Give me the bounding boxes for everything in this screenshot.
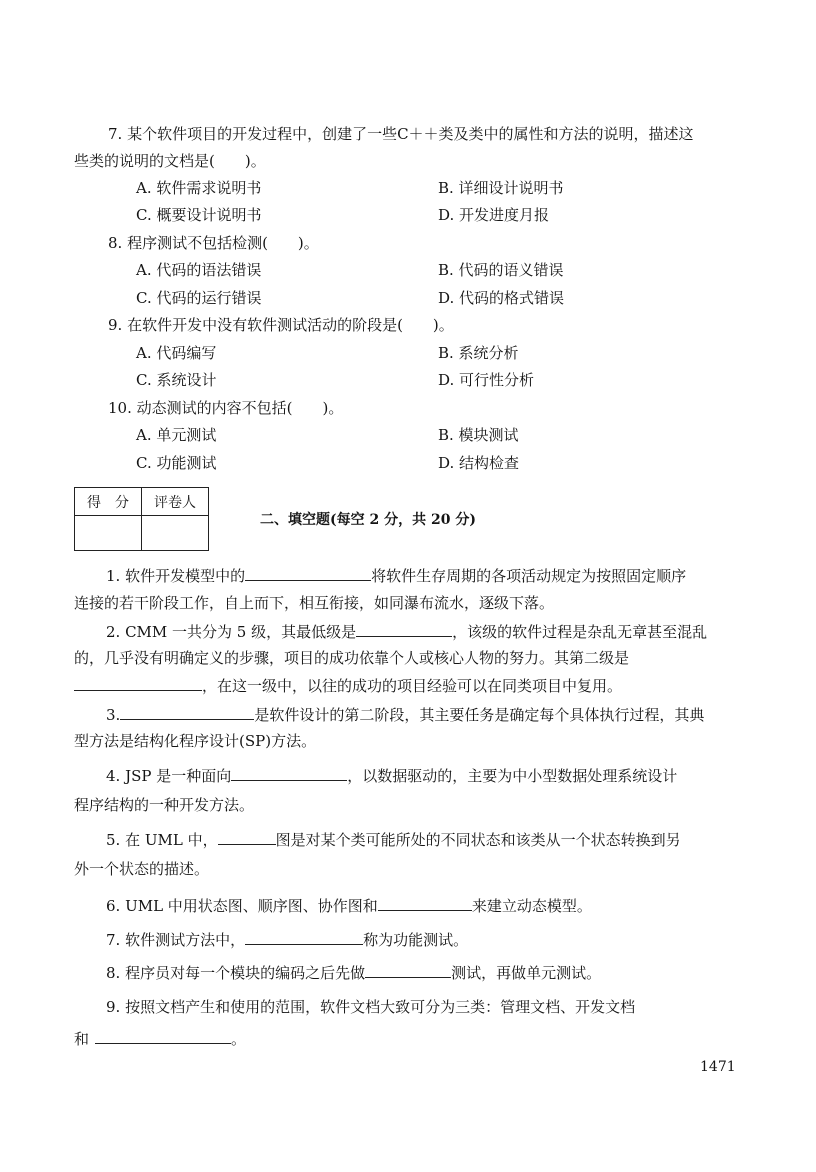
- fill-q8-text-b: 测试，再做单元测试。: [451, 964, 602, 982]
- q10-stem: 10. 动态测试的内容不包括( )。: [108, 399, 344, 417]
- q8-option-b: B. 代码的语义错误: [438, 261, 564, 279]
- fill-q7-blank[interactable]: [245, 929, 363, 945]
- q8-option-c: C. 代码的运行错误: [136, 289, 262, 307]
- fill-q4-text-b: ，以数据驱动的，主要为中小型数据处理系统设计: [347, 767, 678, 785]
- page-number: 1471: [700, 1059, 736, 1075]
- fill-q6-blank[interactable]: [378, 895, 472, 911]
- fill-q8-text-a: 8. 程序员对每一个模块的编码之后先做: [106, 964, 366, 982]
- q8-stem: 8. 程序测试不包括检测( )。: [108, 234, 319, 252]
- q7-option-b: B. 详细设计说明书: [438, 179, 564, 197]
- fill-q9-line2: [74, 1028, 246, 1049]
- q7-stem-line1: 7. 某个软件项目的开发过程中，创建了一些C＋＋类及类中的属性和方法的说明，描述这: [108, 125, 694, 143]
- fill-q7-text-b: 称为功能测试。: [363, 931, 469, 949]
- score-table: [74, 487, 209, 551]
- q10-option-b: B. 模块测试: [438, 426, 519, 444]
- q7-option-a: A. 软件需求说明书: [136, 179, 262, 197]
- grader-cell[interactable]: [142, 516, 209, 551]
- fill-q4-blank[interactable]: [231, 765, 347, 781]
- q9-option-b: B. 系统分析: [438, 344, 519, 362]
- fill-q1-text-b: 将软件生存周期的各项活动规定为按照固定顺序: [371, 567, 687, 585]
- q8-option-d: D. 代码的格式错误: [438, 289, 565, 307]
- fill-q9-blank[interactable]: [95, 1028, 231, 1044]
- q9-option-a: A. 代码编写: [136, 344, 217, 362]
- fill-q5-text-b: 图是对某个类可能所处的不同状态和该类从一个状态转换到另: [275, 831, 681, 849]
- fill-q6-text-b: 来建立动态模型。: [471, 897, 592, 915]
- fill-q5-text-a: 5. 在 UML 中，: [106, 831, 218, 849]
- fill-q2-line3: [74, 675, 622, 696]
- fill-q2-text-b: ，该级的软件过程是杂乱无章甚至混乱: [452, 623, 708, 641]
- q7-option-d: D. 开发进度月报: [438, 206, 550, 224]
- fill-q2-blank-1[interactable]: [356, 621, 452, 637]
- fill-q9-text-b: 和: [74, 1030, 90, 1048]
- fill-q2-text-d: ，在这一级中，以往的成功的项目经验可以在同类项目中复用。: [202, 677, 623, 695]
- fill-q6-line: [106, 895, 592, 916]
- fill-q6-text-a: 6. UML 中用状态图、顺序图、协作图和: [106, 897, 378, 915]
- score-cell[interactable]: [75, 516, 142, 551]
- fill-q5-blank[interactable]: [218, 829, 276, 845]
- fill-q4-text-a: 4. JSP 是一种面向: [106, 767, 232, 785]
- section2-title: 二、填空题(每空 2 分，共 20 分): [260, 512, 476, 528]
- fill-q1-line2: 连接的若干阶段工作，自上而下，相互衔接，如同瀑布流水，逐级下落。: [74, 594, 555, 612]
- q9-stem: 9. 在软件开发中没有软件测试活动的阶段是( )。: [108, 316, 454, 334]
- q10-option-d: D. 结构检查: [438, 454, 520, 472]
- fill-q8-blank[interactable]: [365, 962, 451, 978]
- score-label: 得 分: [75, 488, 142, 516]
- fill-q4-line2: 程序结构的一种开发方法。: [74, 796, 255, 814]
- fill-q9-text-c: 。: [231, 1030, 247, 1048]
- fill-q3-text-b: 是软件设计的第二阶段，其主要任务是确定每个具体执行过程，其典: [254, 706, 705, 724]
- q10-option-c: C. 功能测试: [136, 454, 217, 472]
- fill-q2-line2: 的，几乎没有明确定义的步骤，项目的成功依靠个人或核心人物的努力。其第二级是: [74, 649, 630, 667]
- fill-q3-blank[interactable]: [120, 704, 254, 720]
- fill-q5-line2: 外一个状态的描述。: [74, 860, 210, 878]
- fill-q1-blank[interactable]: [245, 565, 371, 581]
- fill-q7-line: [106, 929, 468, 950]
- fill-q1-line1: [106, 565, 686, 586]
- fill-q9-line1: 9. 按照文档产生和使用的范围，软件文档大致可分为三类：管理文档、开发文档: [106, 998, 636, 1016]
- q7-option-c: C. 概要设计说明书: [136, 206, 262, 224]
- fill-q3-line1: [106, 704, 704, 725]
- q7-stem-line2: 些类的说明的文档是( )。: [74, 152, 266, 170]
- q9-option-c: C. 系统设计: [136, 371, 217, 389]
- q10-option-a: A. 单元测试: [136, 426, 217, 444]
- grader-label: 评卷人: [142, 488, 209, 516]
- fill-q7-text-a: 7. 软件测试方法中，: [106, 931, 246, 949]
- fill-q2-line1: [106, 621, 707, 642]
- fill-q5-line1: [106, 829, 681, 850]
- fill-q1-text-a: 1. 软件开发模型中的: [106, 567, 246, 585]
- fill-q3-line2: 型方法是结构化程序设计(SP)方法。: [74, 732, 317, 750]
- fill-q8-line: [106, 962, 601, 983]
- fill-q3-text-a: 3.: [106, 706, 121, 724]
- fill-q2-blank-2[interactable]: [74, 675, 202, 691]
- q8-option-a: A. 代码的语法错误: [136, 261, 262, 279]
- fill-q4-line1: [106, 765, 677, 786]
- fill-q2-text-a: 2. CMM 一共分为 5 级，其最低级是: [106, 623, 357, 641]
- q9-option-d: D. 可行性分析: [438, 371, 535, 389]
